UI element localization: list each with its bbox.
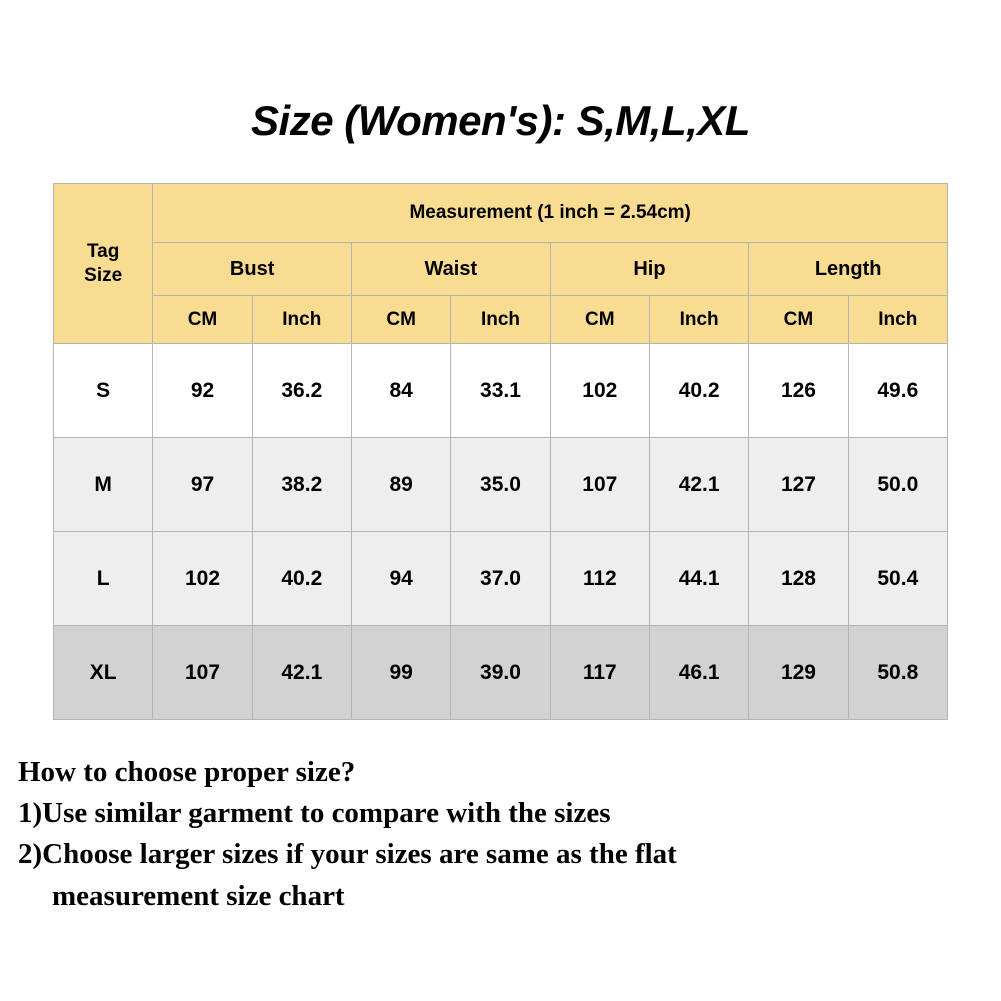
cell-waist-cm: 94 [351,532,450,626]
row-size-label: S [54,344,153,438]
cell-bust-cm: 107 [153,626,252,720]
unit-header-length-cm: CM [749,296,848,344]
cell-waist-cm: 84 [351,344,450,438]
cell-length-inch: 50.4 [848,532,947,626]
group-header-length: Length [749,243,948,296]
notes-heading: How to choose proper size? [18,756,356,788]
cell-bust-inch: 36.2 [252,344,351,438]
row-size-label: L [54,532,153,626]
cell-hip-cm: 102 [550,344,649,438]
unit-header-bust-inch: Inch [252,296,351,344]
cell-bust-inch: 42.1 [252,626,351,720]
cell-waist-cm: 99 [351,626,450,720]
cell-waist-inch: 37.0 [451,532,550,626]
cell-bust-cm: 102 [153,532,252,626]
row-size-label: M [54,438,153,532]
size-chart-container [53,183,948,720]
row-size-label: XL [54,626,153,720]
notes-line-3: measurement size chart [52,879,345,912]
notes-line-2: 2)Choose larger sizes if your sizes are same as the flat [18,838,677,871]
unit-header-waist-cm: CM [351,296,450,344]
cell-length-cm: 126 [749,344,848,438]
cell-hip-inch: 42.1 [649,438,748,532]
cell-hip-cm: 112 [550,532,649,626]
cell-bust-cm: 97 [153,438,252,532]
cell-waist-cm: 89 [351,438,450,532]
size-guide-notes [18,752,983,917]
unit-header-hip-inch: Inch [649,296,748,344]
measurement-header: Measurement (1 inch = 2.54cm) [153,184,948,243]
cell-hip-cm: 107 [550,438,649,532]
unit-header-waist-inch: Inch [451,296,550,344]
group-header-waist: Waist [351,243,550,296]
cell-bust-cm: 92 [153,344,252,438]
cell-length-cm: 128 [749,532,848,626]
cell-length-inch: 50.8 [848,626,947,720]
size-chart-table [53,183,948,720]
tag-size-header-line1: Tag [86,240,120,262]
table-header-row-measurement [54,184,948,243]
cell-hip-inch: 46.1 [649,626,748,720]
cell-bust-inch: 40.2 [252,532,351,626]
group-header-hip: Hip [550,243,749,296]
table-row [54,344,948,438]
cell-length-cm: 127 [749,438,848,532]
table-header-row-units [54,296,948,344]
unit-header-length-inch: Inch [848,296,947,344]
cell-hip-inch: 44.1 [649,532,748,626]
table-row [54,438,948,532]
tag-size-header [54,184,153,344]
group-header-bust: Bust [153,243,352,296]
cell-bust-inch: 38.2 [252,438,351,532]
notes-line-1: 1)Use similar garment to compare with the sizes [18,797,611,830]
cell-length-inch: 49.6 [848,344,947,438]
cell-waist-inch: 35.0 [451,438,550,532]
page-title: Size (Women's): S,M,L,XL [251,97,750,144]
tag-size-header-line2: Size [84,264,123,286]
cell-length-cm: 129 [749,626,848,720]
cell-waist-inch: 39.0 [451,626,550,720]
unit-header-hip-cm: CM [550,296,649,344]
table-header-row-groups [54,243,948,296]
cell-hip-cm: 117 [550,626,649,720]
cell-hip-inch: 40.2 [649,344,748,438]
unit-header-bust-cm: CM [153,296,252,344]
table-row [54,532,948,626]
cell-waist-inch: 33.1 [451,344,550,438]
cell-length-inch: 50.0 [848,438,947,532]
table-row [54,626,948,720]
